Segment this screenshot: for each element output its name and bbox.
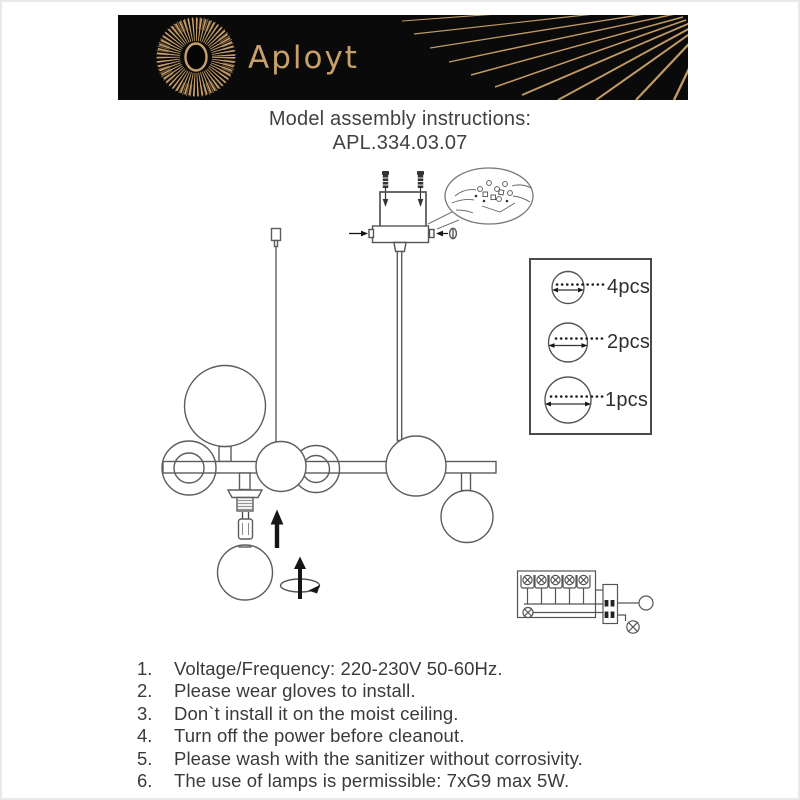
instruction-text: Please wash with the sanitizer without corrosivity. [174,747,583,769]
callout-hardware-detail [428,168,533,229]
instructions-list [137,658,697,792]
legend-globe-large-icon [545,377,604,423]
list-item [137,770,697,792]
instruction-number: 3. [137,702,153,724]
chandelier-frame [162,366,496,601]
legend-label-2pcs: 2pcs [607,331,651,353]
rotation-arrow-icon [281,557,321,600]
list-item [137,703,697,725]
suspension-rods [272,229,402,444]
legend-label-4pcs: 4pcs [607,276,651,298]
list-item [137,725,697,747]
globe-shade-icon [185,366,447,497]
page-title: Model assembly instructions: [268,108,532,130]
side-screw-icon [430,228,457,238]
ceiling-mount [349,171,456,252]
legend-globe-medium-icon [549,323,607,362]
socket-icon [228,473,262,511]
supply-terminal-icon [639,596,653,610]
instruction-text: The use of lamps is permissible: 7xG9 max 5W. [174,770,570,792]
legend-label-1pcs: 1pcs [605,389,649,411]
instruction-text: Voltage/Frequency: 220-230V 50-60Hz. [174,658,503,679]
wiring-diagram [518,571,654,633]
instruction-text: Don`t install it on the moist ceiling. [174,702,459,724]
instruction-number: 5. [137,747,153,769]
instruction-number: 1. [137,658,153,679]
instruction-text: Please wear gloves to install. [174,680,416,702]
instruction-number: 6. [137,770,153,792]
legend-globe-small-icon [552,272,606,304]
brand-logo-text: Aployt [248,39,359,76]
g9-bulb-icon [239,512,253,539]
install-arrow-icon [271,510,284,549]
list-item [137,748,697,770]
anchor-screw-icon [382,171,424,188]
legend-globes [545,272,606,424]
list-item [137,680,697,702]
model-code: APL.334.03.07 [332,132,468,154]
list-item [137,658,697,680]
instruction-text: Turn off the power before cleanout. [174,725,465,747]
instruction-number: 4. [137,725,153,747]
instruction-number: 2. [137,680,153,702]
side-screw-arrow-icon [349,230,374,238]
